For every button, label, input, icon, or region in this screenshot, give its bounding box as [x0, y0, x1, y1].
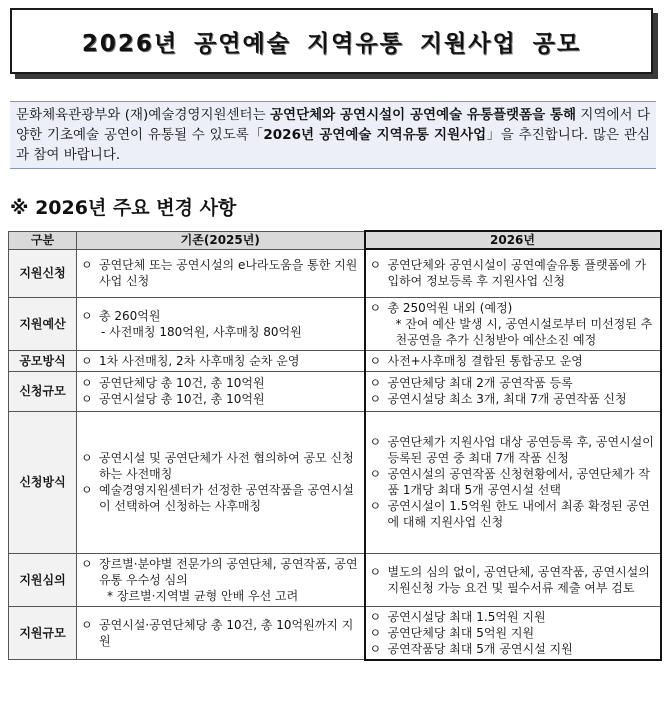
list-item	[81, 482, 360, 514]
list-item	[370, 641, 656, 657]
bullet-marker: ㅇ	[81, 308, 93, 323]
header-category: 구분	[9, 231, 77, 249]
list-item	[370, 498, 656, 530]
bullet-marker: ㅇ	[369, 625, 382, 640]
bullet-marker: ㅇ	[369, 609, 382, 624]
row-category: 신청규모	[9, 371, 77, 411]
cell-new	[365, 606, 661, 660]
comparison-table	[8, 230, 662, 661]
row-category: 지원규모	[9, 606, 77, 660]
list-item	[81, 450, 360, 482]
list-item	[370, 300, 656, 316]
list-item	[81, 308, 360, 324]
cell-new	[365, 350, 661, 371]
intro-text-1: 문화체육관광부와 (재)예술경영지원센터는	[16, 107, 271, 123]
cell-old	[77, 350, 365, 371]
bullet-marker: ㅇ	[369, 376, 382, 390]
cell-new	[365, 297, 661, 350]
section-heading: ※ 2026년 주요 변경 사항	[10, 197, 237, 219]
header-old: 기존(2025년)	[77, 231, 365, 249]
bullet-marker: ㅇ	[369, 353, 382, 368]
row-category: 지원심의	[9, 553, 77, 606]
list-item-text: 장르별·분야별 전문가의 공연단체, 공연작품, 공연유통 우수성 심의	[99, 556, 358, 587]
bullet-marker: ㅇ	[81, 451, 93, 465]
list-item	[370, 564, 656, 596]
intro-paragraph	[10, 101, 656, 169]
list-item	[370, 466, 656, 498]
bullet-marker: ㅇ	[81, 376, 93, 390]
list-item	[81, 391, 360, 407]
bullet-marker: ㅇ	[369, 564, 382, 579]
page-title: 2026년 공연예술 지역유통 지원사업 공모	[81, 30, 582, 57]
sub-note: * 장르별·지역별 균형 안배 우선 고려	[107, 588, 299, 603]
bullet-marker: ㅇ	[369, 641, 382, 656]
list-item	[81, 353, 360, 369]
table-header-row	[9, 231, 661, 249]
cell-new	[365, 411, 661, 553]
list-item-text: 공연시설당 최대 1.5억원 지원	[387, 609, 546, 624]
list-item	[370, 391, 656, 407]
row-category: 지원예산	[9, 297, 77, 350]
list-item-text: 총 250억원 내외 (예정)	[387, 300, 513, 315]
list-item-text: 공연시설당 최소 3개, 최대 7개 공연작품 신청	[387, 392, 627, 406]
list-item-text: 사전+사후매칭 결합된 통합공모 운영	[387, 353, 583, 368]
list-item	[370, 375, 656, 391]
list-item	[81, 375, 360, 391]
list-item	[370, 257, 656, 289]
list-item-text: 공연단체당 총 10건, 총 10억원	[99, 376, 265, 390]
list-item	[81, 556, 360, 588]
list-item-text: 총 260억원	[99, 308, 161, 323]
list-item	[370, 434, 656, 466]
list-item-text: 1차 사전매칭, 2차 사후매칭 순차 운영	[99, 353, 300, 368]
list-item-text: 별도의 심의 없이, 공연단체, 공연작품, 공연시설의 지원신청 가능 요건 및 필수서류 제출 여부 검토	[387, 564, 650, 595]
cell-new	[365, 371, 661, 411]
cell-new	[365, 553, 661, 606]
table-row	[9, 249, 661, 297]
row-category: 신청방식	[9, 411, 77, 553]
bullet-marker: ㅇ	[81, 258, 93, 272]
list-item-text: 공연단체와 공연시설이 공연예술유통 플랫폼에 가입하여 정보등록 후 지원사업 신청	[387, 258, 647, 289]
cell-old	[77, 249, 365, 297]
list-item-text: 공연단체당 최대 5억원 지원	[387, 625, 535, 640]
bullet-marker: ㅇ	[81, 556, 93, 571]
table-row	[9, 297, 661, 350]
list-item-text: 공연시설·공연단체당 총 10건, 총 10억원까지 지원	[99, 617, 354, 648]
intro-bold-2: 2026년 공연예술 지역유통 지원사업	[263, 127, 487, 143]
table-row	[9, 411, 661, 553]
table-row	[9, 350, 661, 371]
bullet-marker: ㅇ	[369, 392, 382, 406]
list-item	[370, 625, 656, 641]
cell-new	[365, 249, 661, 297]
list-item	[370, 609, 656, 625]
bullet-marker: ㅇ	[369, 300, 382, 315]
list-item-text: 공연시설이 1.5억원 한도 내에서 최종 확정된 공연에 대해 지원사업 신청	[387, 499, 650, 529]
bullet-marker: ㅇ	[81, 392, 93, 406]
bullet-marker: ㅇ	[369, 435, 382, 449]
bullet-marker: ㅇ	[369, 258, 382, 273]
list-item-text: 공연시설 및 공연단체가 사전 협의하여 공모 신청하는 사전매칭	[99, 451, 354, 481]
table-row	[9, 553, 661, 606]
bullet-marker: ㅇ	[81, 353, 93, 368]
bullet-marker: ㅇ	[369, 499, 382, 513]
list-item	[370, 353, 656, 369]
cell-old	[77, 606, 365, 660]
list-item-text: 공연시설의 공연작품 신청현황에서, 공연단체가 작품 1개당 최대 5개 공연시설 선택	[387, 467, 651, 497]
cell-old	[77, 553, 365, 606]
intro-text-2: 지역에서 다양한 기초예술 공연이 유통될 수 있도록「	[16, 107, 650, 143]
list-item-text: 공연시설당 총 10건, 총 10억원	[99, 392, 265, 406]
header-new: 2026년	[365, 231, 661, 249]
list-item-text: 공연단체 또는 공연시설의 e나라도움을 통한 지원사업 신청	[99, 258, 358, 288]
list-item	[81, 617, 360, 649]
intro-text-3: 」을 추진합니다. 많은 관심과 참여 바랍니다.	[16, 127, 650, 163]
list-item-text: 예술경영지원센터가 선정한 공연작품을 공연시설이 선택하여 신청하는 사후매칭	[99, 483, 354, 513]
cell-old	[77, 411, 365, 553]
bullet-marker: ㅇ	[369, 467, 382, 481]
cell-old	[77, 297, 365, 350]
intro-bold-1: 공연단체와 공연시설이 공연예술 유통플랫폼을 통해	[270, 107, 577, 123]
table-row	[9, 606, 661, 660]
list-item-text: 공연단체가 지원사업 대상 공연등록 후, 공연시설이 등록된 공연 중 최대 7개 작품 신청	[387, 435, 654, 465]
list-item	[81, 257, 360, 289]
table-row	[9, 371, 661, 411]
list-item-text: 공연단체당 최대 2개 공연작품 등록	[387, 376, 573, 390]
title-box	[10, 8, 653, 74]
bullet-marker: ㅇ	[81, 617, 93, 632]
row-category: 지원신청	[9, 249, 77, 297]
sub-note: * 잔여 예산 발생 시, 공연시설로부터 미선정된 추천공연을 추가 신청받아 예산소진 예정	[395, 316, 653, 347]
list-item-text: 공연작품당 최대 5개 공연시설 지원	[387, 641, 573, 656]
sub-note: - 사전매칭 180억원, 사후매칭 80억원	[101, 324, 302, 339]
bullet-marker: ㅇ	[81, 483, 93, 497]
row-category: 공모방식	[9, 350, 77, 371]
cell-old	[77, 371, 365, 411]
